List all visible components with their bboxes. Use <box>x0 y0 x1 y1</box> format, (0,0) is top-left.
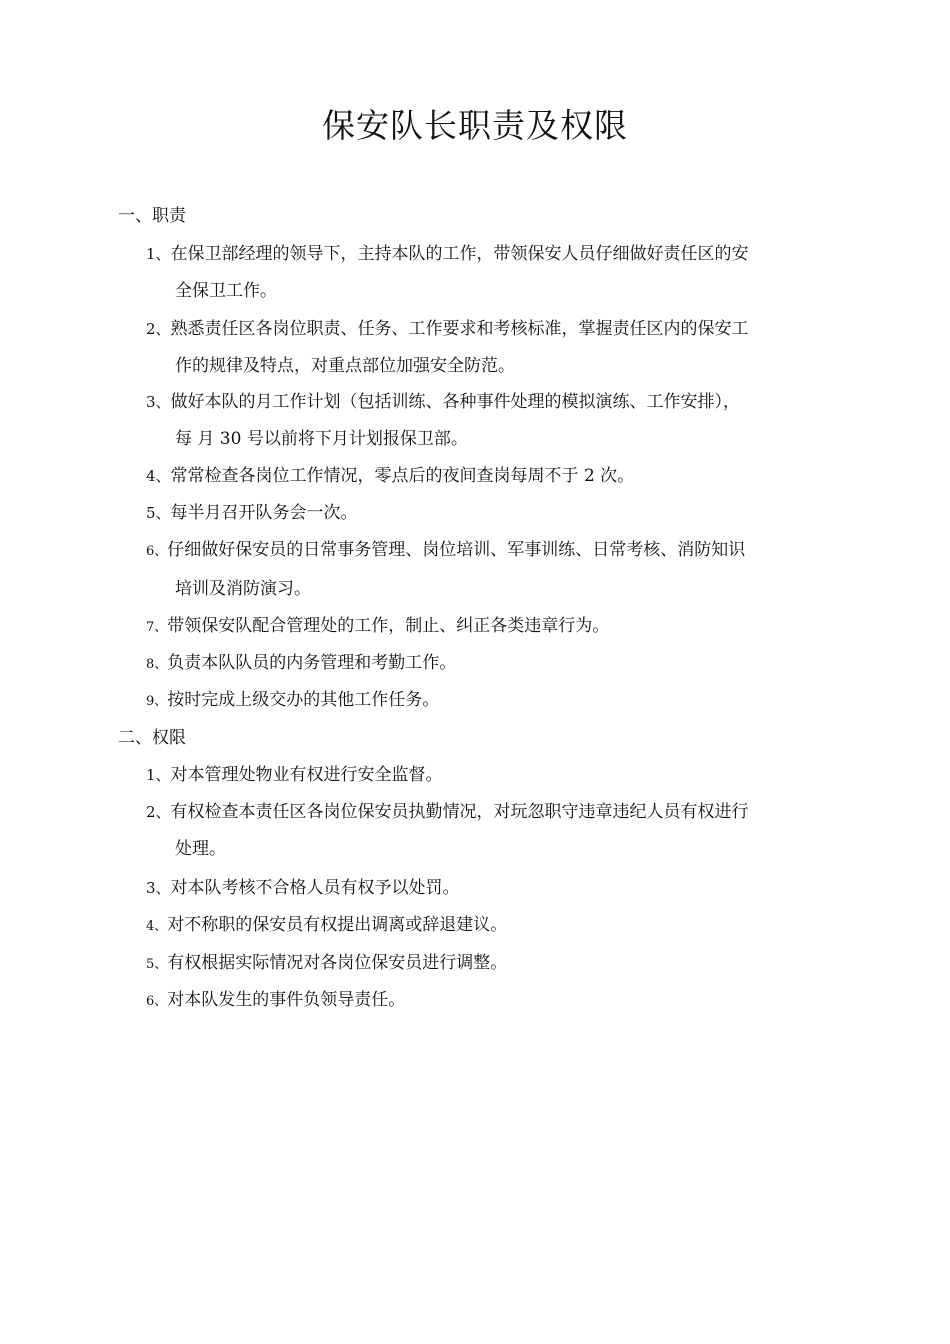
item-number: 6、 <box>146 994 168 1009</box>
item-number: 2、 <box>146 320 171 338</box>
list-item <box>146 317 846 378</box>
list-item <box>146 876 846 900</box>
item-line: 全保卫工作。 <box>175 281 277 301</box>
item-line: 9、按时完成上级交办的其他工作任务。 <box>146 690 440 710</box>
list-item <box>146 800 846 861</box>
item-number: 1、 <box>146 245 171 263</box>
item-line: 1、在保卫部经理的领导下，主持本队的工作，带领保安人员仔细做好责任区的安 <box>146 244 749 264</box>
list-item <box>146 913 846 939</box>
list-item <box>146 763 846 787</box>
item-number: 4、 <box>146 919 168 934</box>
item-line: 处理。 <box>175 839 226 859</box>
list-item <box>146 951 846 977</box>
item-number: 3、 <box>146 879 171 897</box>
item-line: 每 月 30 号以前将下月计划报保卫部。 <box>175 429 468 449</box>
item-number: 2、 <box>146 803 171 821</box>
item-number: 9、 <box>146 694 168 709</box>
item-line: 作的规律及特点，对重点部位加强安全防范。 <box>175 356 515 376</box>
item-number: 6、 <box>146 544 168 559</box>
item-line: 3、对本队考核不合格人员有权予以处罚。 <box>146 878 460 898</box>
list-item <box>146 538 846 601</box>
item-line: 4、常常检查各岗位工作情况，零点后的夜间查岗每周不于 2 次。 <box>146 466 635 486</box>
item-line: 7、带领保安队配合管理处的工作，制止、纠正各类违章行为。 <box>146 616 610 636</box>
document-title: 保安队长职责及权限 <box>322 106 628 145</box>
item-line: 6、对本队发生的事件负领导责任。 <box>146 990 406 1010</box>
item-line: 5、每半月召开队务会一次。 <box>146 503 358 523</box>
list-item <box>146 464 846 488</box>
item-number: 5、 <box>146 957 168 972</box>
item-number: 7、 <box>146 620 168 635</box>
item-line: 6、仔细做好保安员的日常事务管理、岗位培训、军事训练、日常考核、消防知识 <box>146 540 746 560</box>
item-line: 培训及消防演习。 <box>175 579 311 599</box>
item-number: 5、 <box>146 504 171 522</box>
item-line: 3、做好本队的月工作计划（包括训练、各种事件处理的模拟演练、工作安排）， <box>146 392 741 412</box>
list-item <box>146 614 846 640</box>
section-heading-duties: 一、职责 <box>118 206 186 226</box>
item-number: 8、 <box>146 657 168 672</box>
item-number: 3、 <box>146 393 171 411</box>
item-line: 1、对本管理处物业有权进行安全监督。 <box>146 765 443 785</box>
item-line: 5、有权根据实际情况对各岗位保安员进行调整。 <box>146 953 508 973</box>
list-item <box>146 501 846 525</box>
list-item <box>146 651 846 677</box>
list-item <box>146 688 846 714</box>
item-line: 2、有权检查本责任区各岗位保安员执勤情况，对玩忽职守违章违纪人员有权进行 <box>146 802 749 822</box>
list-item <box>146 988 846 1014</box>
list-item <box>146 242 846 303</box>
section-heading-authority: 二、权限 <box>118 728 186 748</box>
item-line: 4、对不称职的保安员有权提出调离或辞退建议。 <box>146 915 508 935</box>
item-number: 4、 <box>146 467 171 485</box>
item-line: 8、负责本队队员的内务管理和考勤工作。 <box>146 653 457 673</box>
list-item <box>146 390 846 451</box>
item-number: 1、 <box>146 766 171 784</box>
item-line: 2、熟悉责任区各岗位职责、任务、工作要求和考核标准，掌握责任区内的保安工 <box>146 319 749 339</box>
